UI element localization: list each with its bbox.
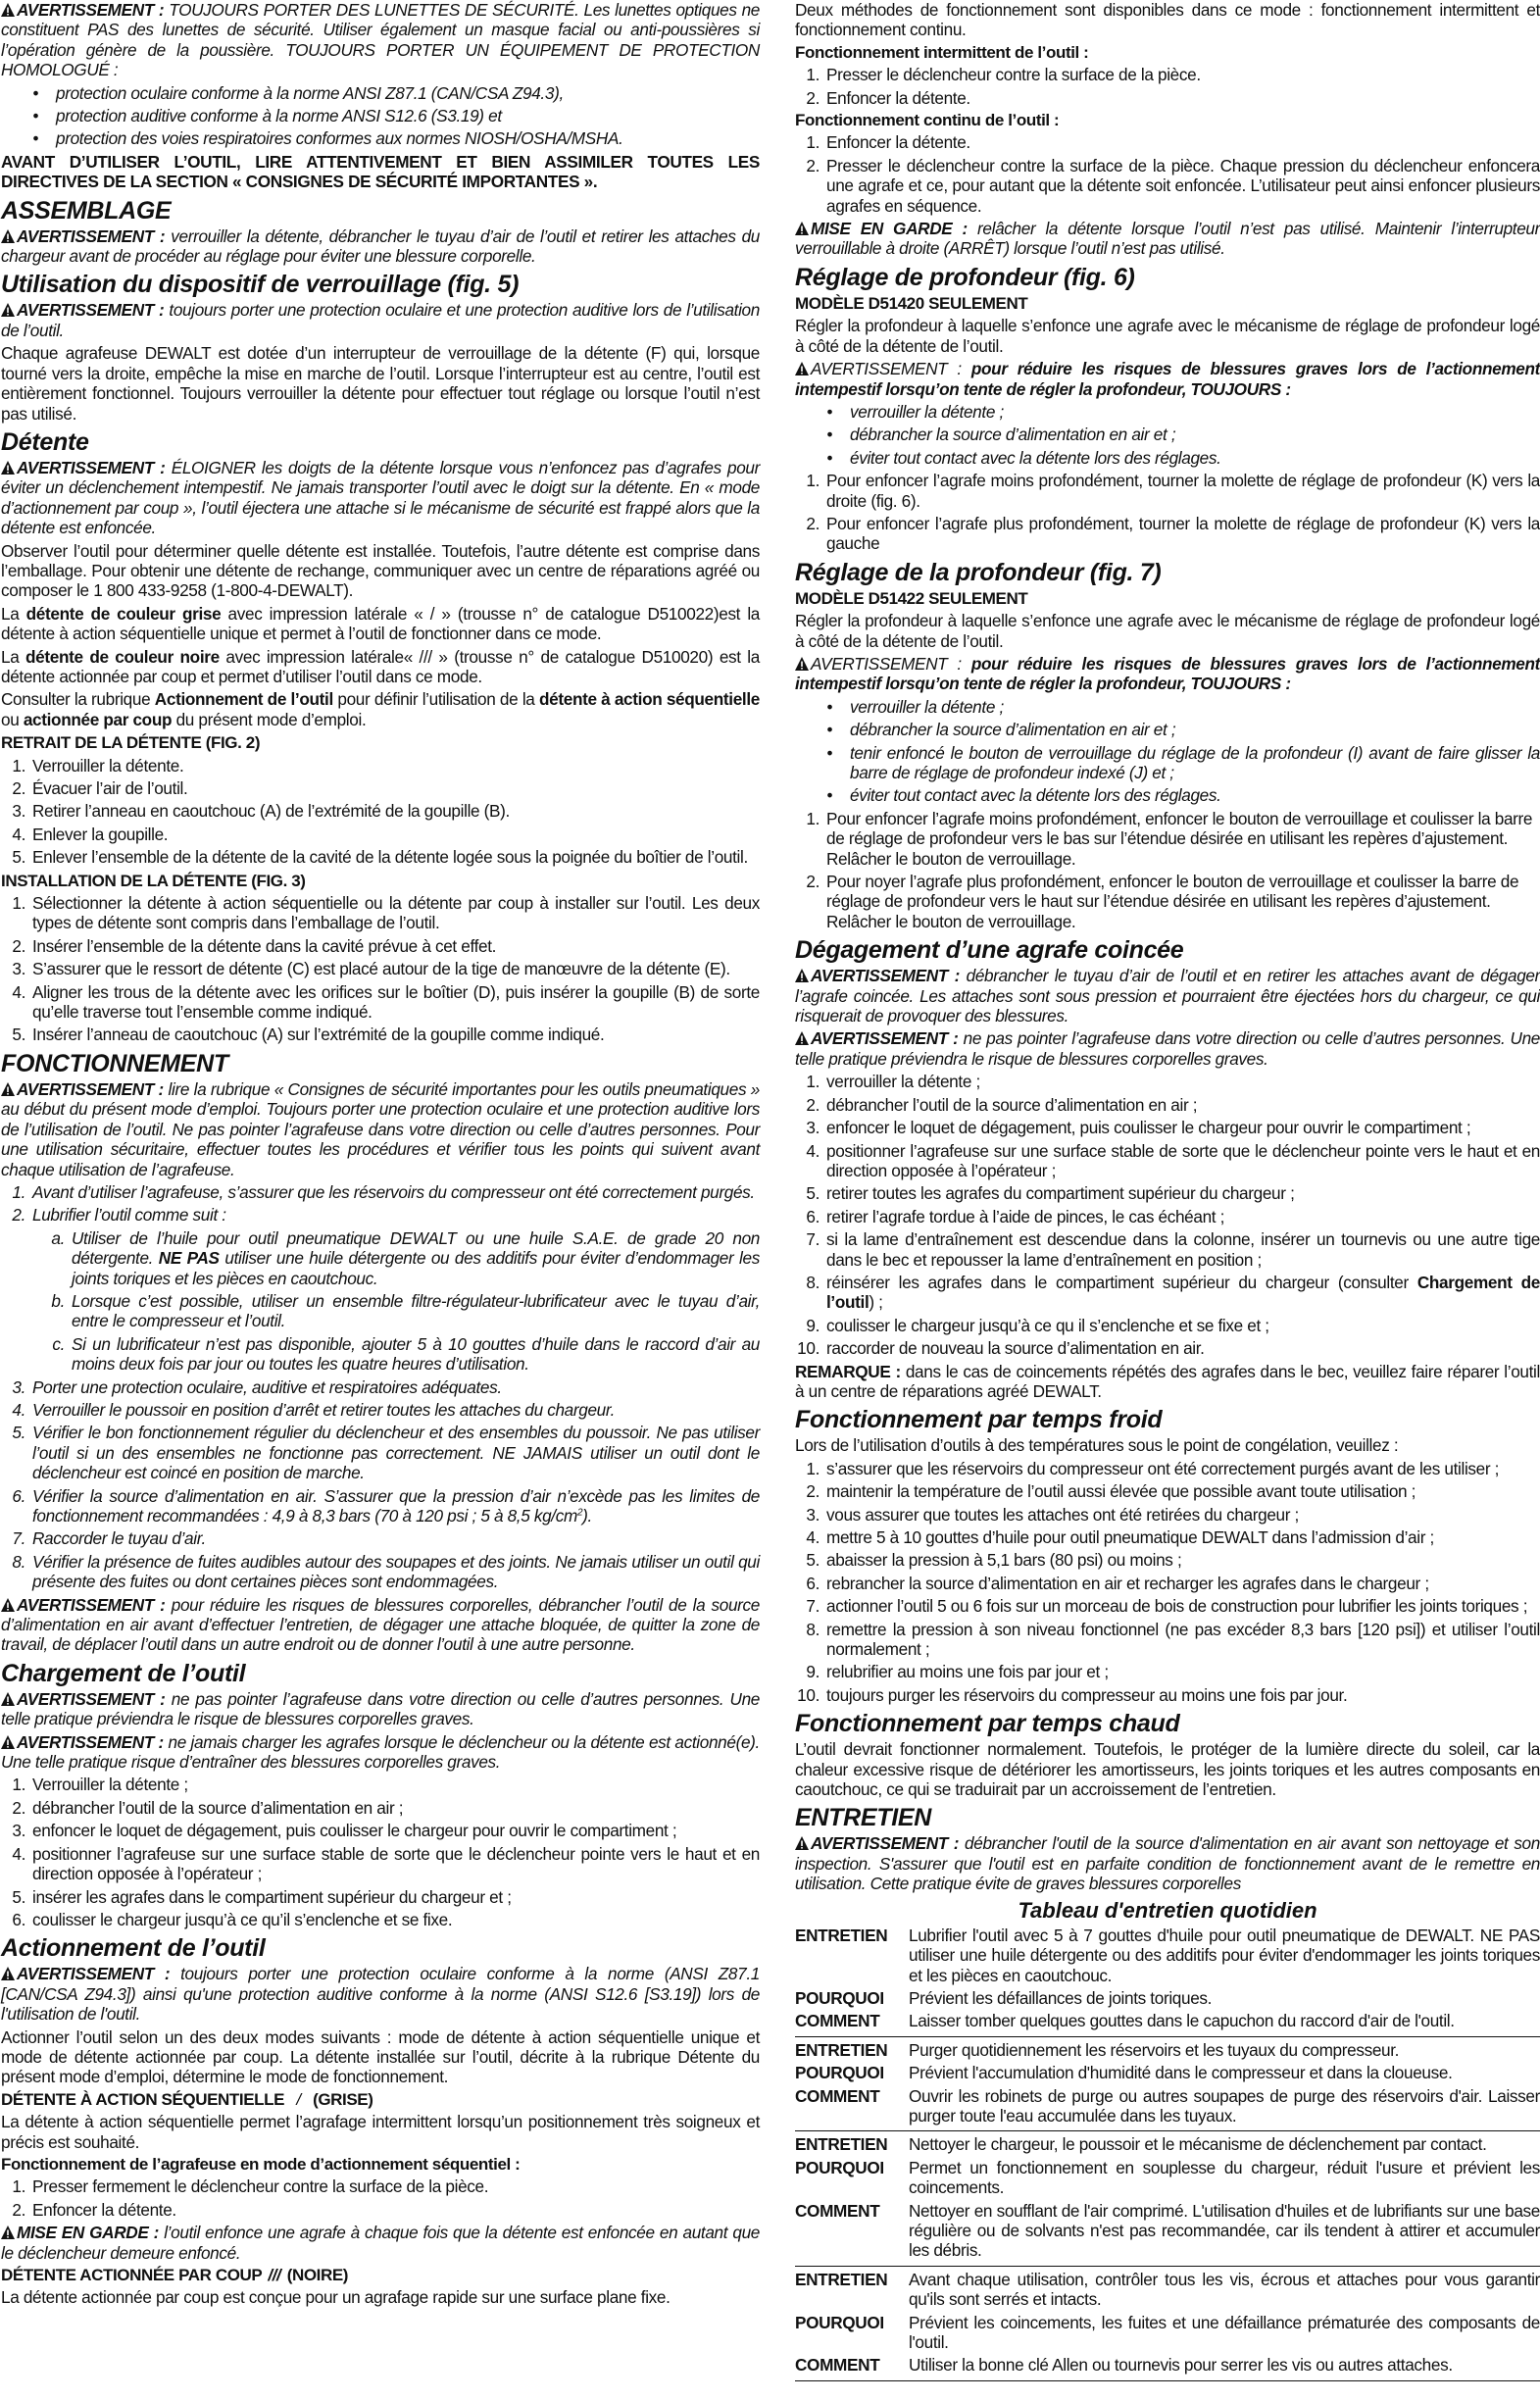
fig7-body: Régler la profondeur à laquelle s’enfonce une agrafe avec le mécanisme de réglage de profondeur logé à côté de la détente de l’outil. [795, 611, 1540, 651]
list-item: 2. débrancher l’outil de la source d’alimentation en air ; [12, 1797, 404, 1818]
detente-warning: AVERTISSEMENT : ÉLOIGNER les doigts de la détente lorsque vous n’enfoncez pas d’agrafes pour éviter un déclenchement intempestif. Ne jamais transporter l’outil avec le doigt sur la détente. En « mode d’actionnement par coup », l’outil éjectera une attache si le mécanisme de sécurité est frappé alors que la détente est enfoncée. [1, 457, 760, 538]
maintenance-group [795, 2040, 1540, 2132]
list-item: 1. Presser fermement le déclencheur contre la surface de la pièce. [12, 2176, 489, 2197]
list-item: 4. mettre 5 à 10 gouttes d’huile pour outil pneumatique DEWALT dans l’admission d’air ; [806, 1527, 1434, 1547]
warning-triangle-icon [1, 303, 15, 317]
table-row: ENTRETIEN Purger quotidiennement les réservoirs et les tuyaux du compresseur. [795, 2039, 1400, 2060]
list-item: 6. retirer l’agrafe tordue à l’aide de pinces, le cas échéant ; [806, 1206, 1225, 1226]
list-item: 1. Sélectionner la détente à action séquentielle ou la détente par coup à installer sur l’outil. Les deux types de détente sont compris dans l’emballage de l’outil. [12, 893, 760, 933]
intermittent-title: Fonctionnement intermittent de l’outil : [795, 42, 1089, 62]
froid-intro: Lors de l’utilisation d’outils à des températures sous le point de congélation, veuillez : [795, 1435, 1399, 1456]
section-title-fig7: Réglage de la profondeur (fig. 7) [795, 558, 1162, 586]
list-item: 7. Raccorder le tuyau d’air. [12, 1528, 206, 1549]
list-item: 1. Verrouiller la détente. [12, 755, 184, 775]
degagement-steps [795, 1072, 1540, 1358]
list-item: • verrouiller la détente ; [826, 696, 1004, 717]
table-row: POURQUOI Prévient les coincements, les fuites et une défaillance prématurée des composants de l'outil. [795, 2312, 1540, 2352]
warning-triangle-icon [1, 1082, 15, 1096]
list-item: 2. Pour noyer l’agrafe plus profondément, enfoncer le bouton de verrouillage et coulisser la barre de réglage de profondeur vers le haut sur l’étendue désirée en utilisant les repères d’ajustement. Relâcher le bouton de verrouillage. [806, 872, 1519, 931]
list-item: 2. Presser le déclencheur contre la surface de la pièce. Chaque pression du déclencheur enfoncera une agrafe et ce, pour autant que la détente soit enfoncée. L’utilisateur peut ainsi enfoncer plusieurs agrafes en séquence. [806, 155, 1540, 216]
section-title-fig6: Réglage de profondeur (fig. 6) [795, 263, 1135, 291]
table-row: ENTRETIEN Avant chaque utilisation, contrôler tous les vis, écrous et attaches pour vous garantir qu'ils sont serrés et intacts. [795, 2269, 1540, 2310]
read-notice: AVANT D’UTILISER L’OUTIL, LIRE ATTENTIVEMENT ET BIEN ASSIMILER TOUTES LES DIRECTIVES DE LA SECTION « CONSIGNES DE SÉCURITÉ IMPORTANTES ». [1, 151, 760, 192]
fig6-bullets [795, 402, 1540, 468]
section-title-detente: Détente [1, 427, 89, 456]
bump-trigger-icon: /// [268, 2266, 281, 2284]
maintenance-group [795, 2134, 1540, 2266]
list-item: 6. Vérifier la source d’alimentation en air. S’assurer que la pression d’air n’excède pas les limites de fonctionnement recommandées : 4,9 à 8,3 bars (70 à 120 psi ; 5 à 8,5 $kg/cm^2$). [12, 1485, 760, 1526]
detente-p2: La détente de couleur grise avec impression latérale « / » (trousse n° de catalogue D510022)est la détente à action séquentielle unique et permet à l’outil de fonctionner dans ce mode. [1, 603, 761, 644]
chargement-warning-1: AVERTISSEMENT : ne pas pointer l’agrafeuse dans votre direction ou celle d’autres personnes. Une telle pratique préviendra le risque de blessures corporelles graves. [1, 1688, 760, 1729]
degagement-note: REMARQUE : dans le cas de coincements répétés des agrafes dans le bec, veuillez faire réparer l’outil à un centre de réparations agréé DEWALT. [795, 1361, 1540, 1401]
list-item: 2. Insérer l’ensemble de la détente dans la cavité prévue à cet effet. [12, 935, 497, 956]
list-item: 1. Enfoncer la détente. [806, 132, 970, 153]
warning-triangle-icon [1, 229, 15, 243]
list-item: 2. débrancher l’outil de la source d’alimentation en air ; [806, 1094, 1198, 1115]
list-item: 4. positionner l’agrafeuse sur une surface stable de sorte que le déclencheur pointe vers le haut et en direction opposée à l’opérateur ; [12, 1843, 760, 1884]
warning-triangle-icon [1, 461, 15, 475]
list-item: 1. Pour enfoncer l’agrafe moins profondément, tourner la molette de réglage de profondeur (K) vers la droite (fig. 6). [806, 471, 1540, 511]
list-item: 3. enfoncer le loquet de dégagement, puis coulisser le chargeur pour ouvrir le compartiment ; [12, 1821, 677, 1841]
install-steps [1, 893, 760, 1045]
list-item: 4. Enlever la goupille. [12, 824, 169, 844]
table-row: ENTRETIEN Nettoyer le chargeur, le poussoir et le mécanisme de déclenchement par contact. [795, 2134, 1487, 2155]
sequential-trigger-icon: / [296, 2089, 301, 2109]
list-item: 7. actionner l’outil 5 ou 6 fois sur un morceau de bois de construction pour lubrifier les joints toriques ; [806, 1596, 1528, 1617]
section-title-assemblage: ASSEMBLAGE [1, 196, 172, 225]
table-row: COMMENT Nettoyer en soufflant de l'air comprimé. L'utilisation d'huiles et de lubrifiants sur une base régulière ou de solvants n'est pas recommandée, car ils tendent à attirer et accumuler les débris. [795, 2200, 1540, 2261]
list-item: 6. rebrancher la source d’alimentation en air et recharger les agrafes dans le chargeur ; [806, 1573, 1429, 1593]
list-item: 3. S’assurer que le ressort de détente (C) est placé autour de la tige de manœuvre de la détente (E). [12, 959, 730, 979]
list-item: 2. maintenir la température de l’outil aussi élevée que possible avant toute utilisation ; [806, 1481, 1416, 1502]
actionnement-body: Actionner l’outil selon un des deux modes suivants : mode de détente à action séquentielle unique et mode de détente actionnée par coup. La détente installée sur l’outil, décrite à la rubrique Détente du présent mode d’emploi, détermine le mode de fonctionnement. [1, 2026, 760, 2087]
sequential-body: La détente à action séquentielle permet l’agrafage intermittent lorsqu’un positionnement très soigneux et précis est souhaité. [1, 2112, 760, 2152]
maintenance-table-title: Tableau d'entretien quotidien [1018, 1897, 1317, 1923]
list-item: 1. Pour enfoncer l’agrafe moins profondément, enfoncer le bouton de verrouillage et coulisser la barre de réglage de profondeur vers le bas sur l’étendue désirée en utilisant les repères d’ajustement. Relâcher le bouton de verrouillage. [806, 808, 1533, 869]
section-title-fonctionnement: FONCTIONNEMENT [1, 1049, 228, 1077]
verrouillage-body: Chaque agrafeuse DEWALT est dotée d’un interrupteur de verrouillage de la détente (F) qui, lorsque tourné vers la droite, empêche la mise en marche de l’outil. Lorsque l’interrupteur est au centre, l’outil est entièrement fonctionnel. Toujours verrouiller la détente pour effectuer tout réglage ou lorsque l’outil n’est pas utilisé. [1, 343, 760, 424]
list-item: 5. Enlever l’ensemble de la détente de la cavité de la détente logée sous la poignée du boîtier de l’outil. [12, 847, 748, 868]
fig7-model: MODÈLE D51422 SEULEMENT [795, 588, 1028, 608]
sequential-subtitle: Fonctionnement de l’agrafeuse en mode d’actionnement séquentiel : [1, 2154, 521, 2174]
list-item: c. Si un lubrificateur n’est pas disponible, ajouter 5 à 10 gouttes d’huile dans le raccord d’air au moins deux fois par jour ou toutes les quatre heures d’utilisation. [52, 1333, 760, 1375]
list-item: 3. Retirer l’anneau en caoutchouc (A) de l’extrémité de la goupille (B). [12, 801, 510, 822]
list-item: • protection oculaire conforme à la norme ANSI Z87.1 (CAN/CSA Z94.3), [32, 82, 564, 103]
warning-triangle-icon [1, 2226, 15, 2239]
detente-p3: La détente de couleur noire avec impression latérale« /// » (trousse n° de catalogue D510020) est la détente actionnée par coup et permet d’utiliser l’outil dans ce mode. [1, 646, 760, 686]
warning-triangle-icon [795, 1031, 809, 1045]
detente-p4: Consulter la rubrique Actionnement de l’outil pour définir l’utilisation de la détente à action séquentielle ou actionnée par coup du présent mode d’emploi. [1, 689, 760, 729]
bump-intro: Deux méthodes de fonctionnement sont disponibles dans ce mode : fonctionnement intermittent et fonctionnement continu. [795, 0, 1540, 40]
sequential-caution: MISE EN GARDE : l’outil enfonce une agrafe à chaque fois que la détente est enfoncée en autant que le déclencheur demeure enfoncé. [1, 2223, 760, 2263]
warning-triangle-icon [795, 362, 809, 375]
left-column [0, 0, 760, 2384]
list-item: • débrancher la source d’alimentation en air et ; [826, 720, 1176, 740]
list-item: 7. si la lame d’entraînement est descendue dans la colonne, insérer un tournevis ou une autre tige dans le bec et repousser la lame d’entraînement en position ; [806, 1229, 1540, 1270]
fig6-steps [795, 471, 1540, 554]
table-row: POURQUOI Prévient l'accumulation d'humidité dans le compresseur et dans la cloueuse. [795, 2063, 1453, 2083]
list-item: • éviter tout contact avec la détente lors des réglages. [826, 785, 1221, 806]
list-item: • débrancher la source d’alimentation en air et ; [826, 425, 1176, 445]
list-item: • protection auditive conforme à la norme ANSI S12.6 (S3.19) et [32, 106, 502, 126]
fig6-warning: AVERTISSEMENT : pour réduire les risques de blessures graves lors de l’actionnement intempestif lorsqu’on tente de régler la profondeur, TOUJOURS : [795, 359, 1540, 399]
retrait-steps [1, 756, 760, 868]
fonctionnement-steps-cont [1, 1377, 760, 1592]
entretien-warning: AVERTISSEMENT : débrancher l'outil de la source d'alimentation en air avant son nettoyage et son inspection. S'assurer que l'outil est en parfaite condition de fonctionnement avant de le remettre en utilisation. Cette pratique évite de graves blessures corporelles [795, 1833, 1540, 1894]
list-item: 3. vous assurer que toutes les attaches ont été retirées du chargeur ; [806, 1504, 1299, 1525]
list-item: • protection des voies respiratoires conformes aux normes NIOSH/OSHA/MSHA. [32, 128, 623, 149]
list-item: 6. coulisser le chargeur jusqu’à ce qu’il s’enclenche et se fixe. [12, 1909, 453, 1929]
degagement-warning-1: AVERTISSEMENT : débrancher le tuyau d’air de l’outil et en retirer les attaches avant de dégager l’agrafe coincée. Les attaches sont sous pression et pourraient être éjectées hors du chargeur, ce qui risquerait de provoquer des blessures. [795, 966, 1540, 1026]
list-item: 1. Presser le déclencheur contre la surface de la pièce. [806, 65, 1201, 85]
retrait-title: RETRAIT DE LA DÉTENTE (FIG. 2) [1, 733, 261, 753]
sequential-trigger-title: DÉTENTE À ACTION SÉQUENTIELLE / (GRISE) [1, 2089, 373, 2109]
list-item: 8. remettre la pression à son niveau fonctionnel (ne pas excéder 8,3 bars [120 psi]) et utiliser l’outil normalement ; [806, 1619, 1540, 1660]
table-row: COMMENT Ouvrir les robinets de purge ou autres soupapes de purge des réservoirs d'air. Laisser purger toute l'eau accumulée dans les tuyaux. [795, 2085, 1540, 2126]
assemblage-warning: AVERTISSEMENT : verrouiller la détente, débrancher le tuyau d’air de l’outil et retirer les attaches du chargeur avant de procéder au réglage pour éviter une blessure corporelle. [1, 225, 760, 267]
list-item: 1. Avant d’utiliser l’agrafeuse, s’assurer que les réservoirs du compresseur ont été correctement purgés. [12, 1181, 755, 1202]
list-item: 5. Vérifier le bon fonctionnement régulier du déclencheur et des ensembles du poussoir. Ne pas utiliser l’outil si un des ensembles ne fonctionne pas correctement. NE JAMAIS utiliser un outil dont le déclencheur est coincé en position de marche. [12, 1423, 760, 1483]
intro-warning-bullets [1, 83, 760, 149]
list-item: 2. Enfoncer la détente. [806, 87, 970, 108]
list-item: • éviter tout contact avec la détente lors des réglages. [826, 447, 1221, 468]
maintenance-table [795, 1926, 1540, 2381]
table-row: COMMENT Utiliser la bonne clé Allen ou tournevis pour serrer les vis ou autres attaches. [795, 2355, 1453, 2376]
table-row: COMMENT Laisser tomber quelques gouttes dans le capuchon du raccord d'air de l'outil. [795, 2011, 1455, 2031]
list-item: 1. verrouiller la détente ; [806, 1072, 980, 1092]
warning-triangle-icon [1, 3, 15, 17]
fig6-model: MODÈLE D51420 SEULEMENT [795, 293, 1028, 313]
table-row: POURQUOI Prévient les défaillances de joints toriques. [795, 1987, 1213, 2008]
list-item: 4. Verrouiller le poussoir en position d’arrêt et retirer toutes les attaches du chargeur. [12, 1399, 616, 1420]
warning-triangle-icon [1, 1967, 15, 1980]
warning-triangle-icon [795, 657, 809, 671]
actionnement-warning: AVERTISSEMENT : toujours porter une protection oculaire conforme à la norme (ANSI Z87.1 [CAN/CSA Z94.3]) ainsi qu'une protection auditive conforme à la norme (ANSI S12.6 [S3.19]) lors de l'utilisation de l'outil. [1, 1964, 760, 2025]
section-title-froid: Fonctionnement par temps froid [795, 1406, 1163, 1434]
continu-caution: MISE EN GARDE : relâcher la détente lorsque l’outil n’est pas utilisé. Maintenir l’interrupteur verrouillable à droite (ARRÊT) lorsque l’outil n’est pas utilisé. [795, 219, 1540, 259]
section-title-degagement: Dégagement d’une agrafe coincée [795, 936, 1184, 965]
list-item: 4. Aligner les trous de la détente avec les orifices sur le boîtier (D), puis insérer la goupille (B) de sorte qu’elle traverse tout l’ensemble comme indiqué. [12, 981, 760, 1023]
right-column [784, 0, 1540, 2384]
warning-triangle-icon [795, 1836, 809, 1850]
fig7-warning: AVERTISSEMENT : pour réduire les risques de blessures graves lors de l’actionnement intempestif lorsqu’on tente de régler la profondeur, TOUJOURS : [795, 653, 1540, 694]
list-item: 3. Porter une protection oculaire, auditive et respiratoires adéquates. [12, 1376, 502, 1397]
section-title-actionnement: Actionnement de l’outil [1, 1934, 266, 1963]
list-item: 8. réinsérer les agrafes dans le compartiment supérieur du chargeur (consulter Chargement de l’outil) ; [806, 1272, 1540, 1313]
detente-p1: Observer l’outil pour déterminer quelle détente est installée. Toutefois, l’autre détente est comprise dans l’emballage. Pour obtenir une détente de rechange, communiquer avec un centre de réparations agréé ou composer le 1 800 433-9258 (1-800-4-DEWALT). [1, 540, 760, 601]
list-item: 5. retirer toutes les agrafes du compartiment supérieur du chargeur ; [806, 1183, 1295, 1204]
chargement-steps [1, 1775, 760, 1929]
list-item: 2. Pour enfoncer l’agrafe plus profondément, tourner la molette de réglage de profondeur (K) vers la gauche [806, 513, 1540, 554]
warning-triangle-icon [1, 1598, 15, 1612]
list-item: 4. positionner l’agrafeuse sur une surface stable de sorte que le déclencheur pointe vers le haut et en direction opposée à l’opérateur ; [806, 1140, 1540, 1180]
list-item: 1. Verrouiller la détente ; [12, 1775, 188, 1795]
list-item: a. Utiliser de l’huile pour outil pneumatique DEWALT ou une huile S.A.E. de grade 20 non détergente. NE PAS utiliser une huile détergente ou des additifs pour éviter d’endommager les joints toriques et les pièces en caoutchouc. [51, 1227, 760, 1288]
list-item: 1. s’assurer que les réservoirs du compresseur ont été correctement purgés avant de les utiliser ; [806, 1458, 1500, 1478]
list-item: 10. raccorder de nouveau la source d’alimentation en air. [797, 1338, 1205, 1359]
section-title-chaud: Fonctionnement par temps chaud [795, 1710, 1180, 1738]
chargement-warning-2: AVERTISSEMENT : ne jamais charger les agrafes lorsque le déclencheur ou la détente est actionné(e). Une telle pratique risque d’entraîner des blessures corporelles graves. [1, 1731, 760, 1773]
warning-triangle-icon [795, 222, 809, 235]
list-item: 9. coulisser le chargeur jusqu’à ce qu il s’enclenche et se fixe et ; [806, 1315, 1269, 1335]
list-item: 8. Vérifier la présence de fuites audibles autour des soupapes et des joints. Ne jamais utiliser un outil qui présente des fuites ou dont certaines pièces sont endommagées. [12, 1551, 760, 1592]
list-item: 9. relubrifier au moins une fois par jour et ; [806, 1662, 1109, 1682]
list-item: 2. Enfoncer la détente. [12, 2199, 176, 2220]
table-row: ENTRETIEN Lubrifier l'outil avec 5 à 7 gouttes d'huile pour outil pneumatique de DEWALT. NE PAS utiliser une huile détergente ou des additifs pour éviter d'endommager les joints toriques et les pièces en caoutchouc. [795, 1925, 1540, 1985]
list-item: 2. Évacuer l’air de l’outil. [12, 778, 188, 798]
fonctionnement-warning: AVERTISSEMENT : lire la rubrique « Consignes de sécurité importantes pour les outils pneumatiques » au début du présent mode d’emploi. Toujours porter une protection oculaire et une protection auditive lors de l’utilisation de l’outil. Ne pas pointer l’agrafeuse dans votre direction ou celle d’autres personnes. Pour une utilisation sécuritaire, effectuer toutes les procédures et vérifier tous les points qui suivent avant chaque utilisation de l’agrafeuse. [1, 1078, 760, 1179]
section-title-entretien: ENTRETIEN [795, 1804, 931, 1832]
continu-steps [795, 132, 1540, 216]
list-item: 3. enfoncer le loquet de dégagement, puis coulisser le chargeur pour ouvrir le compartiment ; [806, 1118, 1471, 1138]
fonctionnement-steps [1, 1182, 760, 1226]
lubrication-substeps [1, 1228, 760, 1375]
maintenance-group [795, 1926, 1540, 2037]
bump-body: La détente actionnée par coup est conçue pour un agrafage rapide sur une surface plane fixe. [1, 2287, 671, 2308]
warning-triangle-icon [1, 1692, 15, 1706]
table-row: POURQUOI Permet un fonctionnement en souplesse du chargeur, réduit l'usure et prévient les coincements. [795, 2157, 1540, 2198]
froid-steps [795, 1459, 1540, 1705]
list-item: b. Lorsque c’est possible, utiliser un ensemble filtre-régulateur-lubrificateur avec le tuyau d’air, entre le compresseur et l’outil. [51, 1290, 760, 1331]
list-item: 5. insérer les agrafes dans le compartiment supérieur du chargeur et ; [12, 1886, 512, 1907]
verrouillage-warning: AVERTISSEMENT : toujours porter une protection oculaire et une protection auditive lors de l’utilisation de l’outil. [1, 300, 760, 340]
list-item: 5. Insérer l’anneau de caoutchouc (A) sur l’extrémité de la goupille comme indiqué. [12, 1025, 605, 1045]
continu-title: Fonctionnement continu de l’outil : [795, 111, 1060, 130]
sequential-steps [1, 2176, 760, 2220]
bump-trigger-title: DÉTENTE ACTIONNÉE PAR COUP /// (NOIRE) [1, 2266, 349, 2284]
fig6-body: Régler la profondeur à laquelle s’enfonce une agrafe avec le mécanisme de réglage de profondeur logé à côté de la détente de l’outil. [795, 316, 1540, 356]
intermittent-steps [795, 65, 1540, 108]
degagement-warning-2: AVERTISSEMENT : ne pas pointer l’agrafeuse dans votre direction ou celle d’autres personnes. Une telle pratique préviendra le risque de blessures corporelles graves. [795, 1028, 1540, 1069]
install-title: INSTALLATION DE LA DÉTENTE (FIG. 3) [1, 871, 306, 890]
list-item: • verrouiller la détente ; [826, 401, 1004, 422]
list-item: 5. abaisser la pression à 5,1 bars (80 psi) ou moins ; [806, 1550, 1182, 1571]
list-item: 2. Lubrifier l’outil comme suit : [12, 1205, 226, 1226]
fig7-steps [795, 809, 1540, 931]
chaud-body: L’outil devrait fonctionner normalement. Toutefois, le protéger de la lumière directe du soleil, car la chaleur excessive risque de détériorer les amortisseurs, les joints toriques et les autres composants en caoutchouc, ce qui se traduirait par un accroissement de l’entretien. [795, 1739, 1540, 1800]
warning-triangle-icon [795, 969, 809, 982]
list-item: • tenir enfoncé le bouton de verrouillage du réglage de la profondeur (I) avant de faire glisser la barre de réglage de profondeur indexé (J) et ; [826, 742, 1540, 782]
maintenance-group [795, 2270, 1540, 2381]
list-item: 10. toujours purger les réservoirs du compresseur au moins une fois par jour. [797, 1684, 1348, 1705]
warning-triangle-icon [1, 1735, 15, 1749]
section-title-chargement: Chargement de l’outil [1, 1659, 246, 1687]
intro-warning: AVERTISSEMENT : TOUJOURS PORTER DES LUNETTES DE SÉCURITÉ. Les lunettes optiques ne constituent PAS des lunettes de sécurité. Utiliser également un masque facial ou anti-poussières si l’opération génère de la poussière. TOUJOURS PORTER UN ÉQUIPEMENT DE PROTECTION HOMOLOGUÉ : [1, 0, 760, 80]
fig7-bullets [795, 697, 1540, 806]
section-title-verrouillage: Utilisation du dispositif de verrouillage (fig. 5) [1, 271, 520, 299]
fonctionnement-warning-2: AVERTISSEMENT : pour réduire les risques de blessures corporelles, débrancher l’outil de la source d’alimentation en air avant d’effectuer l’entretien, de dégager une attache bloquée, de quitter la zone de travail, de déplacer l’outil dans un autre endroit ou de donner l’outil à une autre personne. [1, 1594, 760, 1655]
